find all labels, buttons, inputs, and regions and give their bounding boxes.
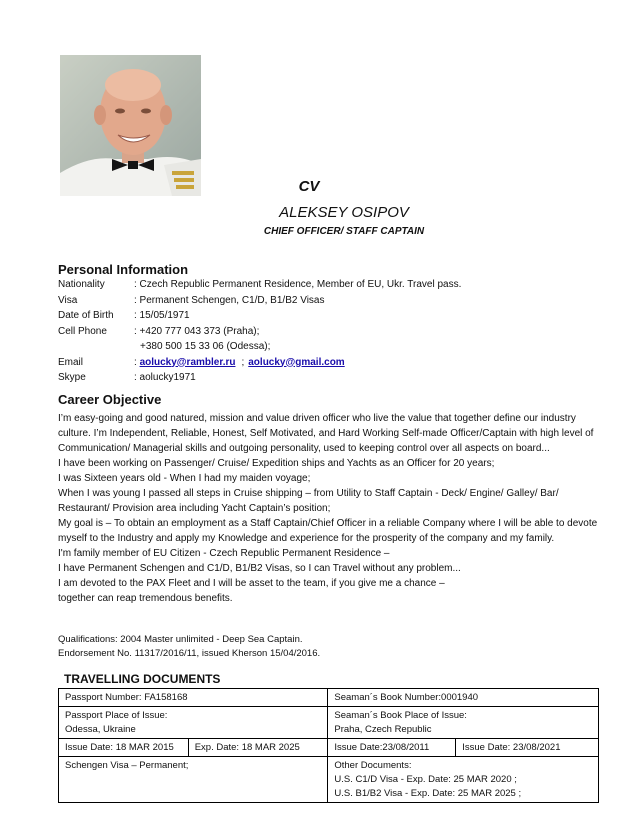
- info-label: Date of Birth: [58, 310, 114, 321]
- info-label: Visa: [58, 294, 78, 306]
- objective-paragraph: I have Permanent Schengen and C1/D, B1/B2 Visas, so I can Travel without any problem...: [58, 563, 461, 574]
- info-value: +380 500 15 33 06 (Odessa);: [140, 341, 271, 352]
- table-row: [59, 707, 599, 739]
- seaman-place-label: Seaman´s Book Place of Issue:: [334, 710, 467, 721]
- email-separator: ;: [241, 356, 245, 368]
- qualifications-line: Qualifications: 2004 Master unlimited - Deep Sea Captain.: [58, 634, 303, 645]
- seaman-issue-date-2-cell: Issue Date: 23/08/2021: [456, 739, 599, 757]
- seaman-issue-date-cell: Issue Date:23/08/2011: [328, 739, 456, 757]
- objective-paragraph: When I was young I passed all steps in Cruise shipping – from Utility to Staff Captain - Deck/ Engine/ Galley/ Bar/ Restaurant/ Provision area including Yacht Captain’s position;: [58, 488, 559, 514]
- table-row: [59, 689, 599, 707]
- passport-number-cell: Passport Number: FA158168: [59, 689, 328, 707]
- info-row-nationality: [58, 279, 461, 295]
- candidate-name: ALEKSEY OSIPOV: [279, 204, 409, 221]
- info-value: : +420 777 043 373 (Praha);: [134, 325, 260, 337]
- us-b1b2-visa: U.S. B1/B2 Visa - Exp. Date: 25 MAR 2025 ;: [334, 788, 522, 799]
- info-row-email: [58, 357, 461, 373]
- table-row: [59, 757, 599, 803]
- info-row-cell-phone: [58, 326, 461, 342]
- travelling-documents-table: [58, 688, 599, 803]
- info-row-visa: [58, 295, 461, 311]
- passport-place-label: Passport Place of Issue:: [65, 710, 168, 721]
- info-row-cell-phone-2: [58, 341, 461, 357]
- info-label: Skype: [58, 372, 86, 383]
- profile-photo: [60, 55, 201, 196]
- personal-information-heading: Personal Information: [58, 262, 189, 277]
- seaman-book-number-cell: Seaman´s Book Number:0001940: [328, 689, 599, 707]
- candidate-position: CHIEF OFFICER/ STAFF CAPTAIN: [263, 226, 425, 237]
- other-documents-cell: [328, 757, 599, 803]
- info-label: Nationality: [58, 279, 105, 290]
- info-row-date-of-birth: [58, 310, 461, 326]
- info-row-skype: [58, 372, 461, 388]
- career-objective-heading: Career Objective: [58, 392, 162, 407]
- personal-information-table: [58, 279, 461, 388]
- info-value: : 15/05/1971: [134, 310, 190, 321]
- info-label: Cell Phone: [58, 325, 107, 337]
- objective-paragraph: I am devoted to the PAX Fleet and I will be asset to the team, if you give me a chance –: [58, 578, 445, 589]
- schengen-visa-cell: Schengen Visa – Permanent;: [59, 757, 328, 803]
- info-label: [58, 341, 134, 357]
- objective-paragraph: I’m easy-going and good natured, mission and value driven officer who live the value that together define our industry culture. I’m Independent, Reliable, Honest, Self Motivated, and Hard Working Self-made Officer/Captain with high level of Communication/ Managerial skills and outgoing personality, used to keeping control over all aspects on board...: [58, 413, 594, 454]
- objective-paragraph: together can reap tremendous benefits.: [58, 593, 233, 604]
- seaman-place-cell: [328, 707, 599, 739]
- objective-paragraph: I have been working on Passenger/ Cruise/ Expedition ships and Yachts as an Officer for 20 years;: [58, 458, 495, 469]
- passport-place-value: Odessa, Ukraine: [65, 724, 136, 735]
- endorsement-line: Endorsement No. 11317/2016/11, issued Kherson 15/04/2016.: [58, 648, 321, 659]
- seaman-place-value: Praha, Czech Republic: [334, 724, 432, 735]
- passport-place-cell: [59, 707, 328, 739]
- travelling-documents-heading: TRAVELLING DOCUMENTS: [64, 672, 221, 686]
- cv-title: CV: [298, 178, 320, 195]
- info-value: : Permanent Schengen, C1/D, B1/B2 Visas: [134, 294, 325, 306]
- career-objective-text: [58, 411, 598, 606]
- objective-paragraph: My goal is – To obtain an employment as a Staff Captain/Chief Officer in a reliable Company where I will be able to devote myself to the Industry and apply my Knowledge and experience for the prosperity of the company and my family.: [58, 518, 598, 544]
- table-row: [59, 739, 599, 757]
- info-value: : Czech Republic Permanent Residence, Member of EU, Ukr. Travel pass.: [134, 279, 462, 290]
- qualifications: [58, 633, 598, 661]
- objective-paragraph: I was Sixteen years old - When I had my maiden voyage;: [58, 473, 311, 484]
- email-prefix: :: [134, 356, 140, 368]
- info-value: : aolucky1971: [134, 372, 196, 383]
- passport-exp-date-cell: Exp. Date: 18 MAR 2025: [188, 739, 328, 757]
- other-documents-label: Other Documents:: [334, 760, 412, 771]
- email-link-gmail[interactable]: aolucky@gmail.com: [248, 356, 345, 368]
- info-label: Email: [58, 356, 84, 368]
- passport-issue-date-cell: Issue Date: 18 MAR 2015: [59, 739, 189, 757]
- us-c1d-visa: U.S. C1/D Visa - Exp. Date: 25 MAR 2020 ;: [334, 774, 517, 785]
- email-link-rambler[interactable]: aolucky@rambler.ru: [139, 356, 236, 368]
- objective-paragraph: I'm family member of EU Citizen - Czech Republic Permanent Residence –: [58, 548, 390, 559]
- info-value: [134, 357, 461, 373]
